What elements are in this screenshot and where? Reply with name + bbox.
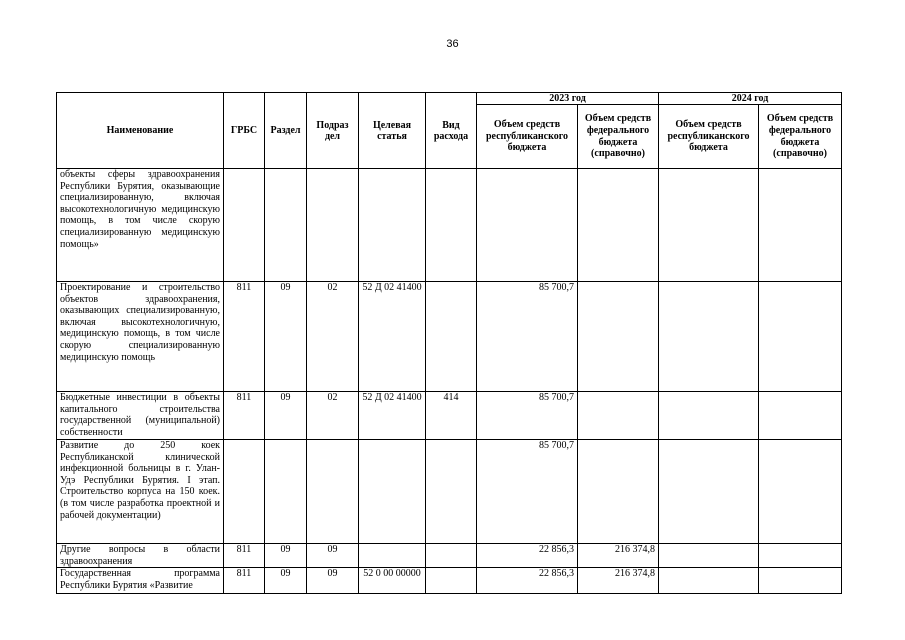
row-rep-2023: 22 856,3 bbox=[477, 544, 578, 568]
header-year-2023: 2023 год bbox=[477, 93, 659, 105]
row-fed-2023 bbox=[578, 392, 659, 440]
row-name: Бюджетные инвестиции в объекты капитального строительства государственной (муниципальной) собственности bbox=[57, 392, 224, 440]
row-rep-2023: 85 700,7 bbox=[477, 440, 578, 544]
row-fed-2024 bbox=[759, 544, 842, 568]
row-podrazdel bbox=[307, 440, 359, 544]
row-target: 52 Д 02 41400 bbox=[359, 392, 426, 440]
row-target: 52 Д 02 41400 bbox=[359, 282, 426, 392]
header-fed-budget-2024: Объем средств федерального бюджета (справочно) bbox=[759, 105, 842, 169]
header-podrazdel: Подраз дел bbox=[307, 93, 359, 169]
row-podrazdel: 02 bbox=[307, 282, 359, 392]
row-grbs: 811 bbox=[224, 282, 265, 392]
row-target bbox=[359, 544, 426, 568]
row-vid bbox=[426, 282, 477, 392]
row-fed-2023: 216 374,8 bbox=[578, 544, 659, 568]
row-name: Проектирование и строительство объектов здравоохранения, оказывающих специализированную, включая высокотехнологичную, медицинскую помощь, в том числе скорую специализированную медицинскую помощь bbox=[57, 282, 224, 392]
table-row bbox=[57, 282, 842, 392]
row-fed-2024 bbox=[759, 282, 842, 392]
row-grbs: 811 bbox=[224, 392, 265, 440]
row-razdel: 09 bbox=[265, 568, 307, 594]
row-vid: 414 bbox=[426, 392, 477, 440]
row-grbs bbox=[224, 169, 265, 282]
row-podrazdel bbox=[307, 169, 359, 282]
row-fed-2024 bbox=[759, 169, 842, 282]
row-target: 52 0 00 00000 bbox=[359, 568, 426, 594]
row-razdel: 09 bbox=[265, 392, 307, 440]
row-fed-2023 bbox=[578, 282, 659, 392]
row-fed-2024 bbox=[759, 440, 842, 544]
row-rep-2023: 22 856,3 bbox=[477, 568, 578, 594]
table-row bbox=[57, 392, 842, 440]
table-row bbox=[57, 568, 842, 594]
row-razdel: 09 bbox=[265, 544, 307, 568]
row-name: Другие вопросы в области здравоохранения bbox=[57, 544, 224, 568]
header-row-years bbox=[57, 93, 842, 105]
table-row bbox=[57, 544, 842, 568]
table-row bbox=[57, 440, 842, 544]
row-razdel bbox=[265, 169, 307, 282]
row-vid bbox=[426, 169, 477, 282]
row-name: Развитие до 250 коек Республиканской клинической инфекционной больницы в г. Улан-Удэ Республики Бурятия. I этап. Строительство корпуса на 150 коек. (в том числе разработка проектной и рабочей документации) bbox=[57, 440, 224, 544]
header-grbs: ГРБС bbox=[224, 93, 265, 169]
row-name: Государственная программа Республики Бурятия «Развитие bbox=[57, 568, 224, 594]
header-fed-budget-2023: Объем средств федерального бюджета (справочно) bbox=[578, 105, 659, 169]
header-rep-budget-2024: Объем средств республиканского бюджета bbox=[659, 105, 759, 169]
row-rep-2024 bbox=[659, 568, 759, 594]
row-target bbox=[359, 169, 426, 282]
row-vid bbox=[426, 568, 477, 594]
row-podrazdel: 09 bbox=[307, 568, 359, 594]
row-fed-2023: 216 374,8 bbox=[578, 568, 659, 594]
row-rep-2023: 85 700,7 bbox=[477, 282, 578, 392]
row-fed-2024 bbox=[759, 392, 842, 440]
row-name: объекты сферы здравоохранения Республики Бурятия, оказывающие специализированную, включая высокотехнологичную медицинскую помощь, в том числе скорую специализированную медицинскую помощь» bbox=[57, 169, 224, 282]
row-razdel: 09 bbox=[265, 282, 307, 392]
row-rep-2024 bbox=[659, 440, 759, 544]
row-rep-2024 bbox=[659, 169, 759, 282]
row-grbs: 811 bbox=[224, 568, 265, 594]
row-grbs: 811 bbox=[224, 544, 265, 568]
budget-table bbox=[56, 92, 842, 594]
page-number: 36 bbox=[446, 38, 459, 50]
row-target bbox=[359, 440, 426, 544]
row-rep-2024 bbox=[659, 544, 759, 568]
row-podrazdel: 09 bbox=[307, 544, 359, 568]
header-year-2024: 2024 год bbox=[659, 93, 842, 105]
table-row bbox=[57, 169, 842, 282]
header-expense-type: Вид расхода bbox=[426, 93, 477, 169]
row-fed-2023 bbox=[578, 440, 659, 544]
header-target-article: Целевая статья bbox=[359, 93, 426, 169]
header-name: Наименование bbox=[57, 93, 224, 169]
header-rep-budget-2023: Объем средств республиканского бюджета bbox=[477, 105, 578, 169]
header-razdel: Раздел bbox=[265, 93, 307, 169]
row-fed-2023 bbox=[578, 169, 659, 282]
row-rep-2024 bbox=[659, 392, 759, 440]
row-vid bbox=[426, 544, 477, 568]
row-podrazdel: 02 bbox=[307, 392, 359, 440]
row-vid bbox=[426, 440, 477, 544]
row-fed-2024 bbox=[759, 568, 842, 594]
row-rep-2023 bbox=[477, 169, 578, 282]
row-rep-2023: 85 700,7 bbox=[477, 392, 578, 440]
row-grbs bbox=[224, 440, 265, 544]
row-razdel bbox=[265, 440, 307, 544]
row-rep-2024 bbox=[659, 282, 759, 392]
